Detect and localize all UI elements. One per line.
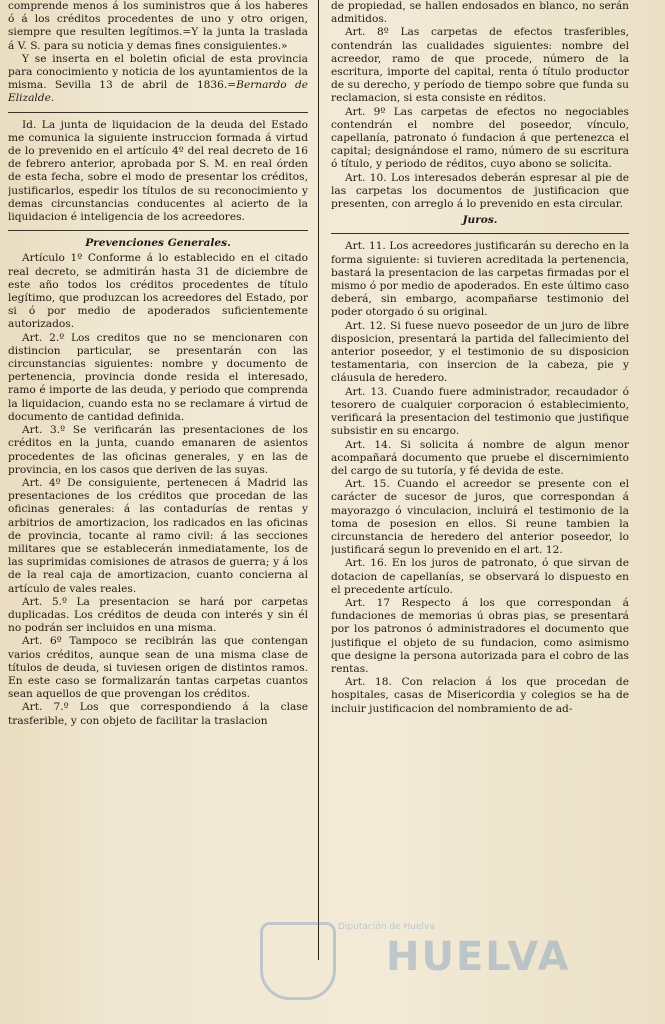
article-9: Art. 9º Las carpetas de efectos no negociables contendrán el nombre del poseedor, vínculo, capellanía, patronato ó fundacion á que pertenezca el capital; designándose el ramo, número de su escritura ó título, y periodo de réditos, cuyo abono se solicita. bbox=[331, 105, 629, 171]
article-6: Art. 6º Tampoco se recibirán las que contengan varios créditos, aunque sean de una misma clase de títulos de deuda, si tuviesen origen de distintos ramos. En este caso se formalizarán tantas carpetas cuantos sean aquellos de que provengan los créditos. bbox=[8, 635, 308, 701]
signature: Bernardo de Elizalde. bbox=[8, 79, 308, 105]
column-rule bbox=[318, 0, 319, 960]
right-column bbox=[331, 0, 629, 952]
article-17: Art. 17 Respecto á los que correspondan á fundaciones de memorias ú obras pias, se presentará por los patronos ó administradores el documento que justifique el objeto de su fundacion, como asimismo que designe la persona autorizada para el cobro de las rentas. bbox=[331, 596, 629, 675]
article-10: Art. 10. Los interesados deberán espresar al pie de las carpetas los documentos de justificacion que presenten, con arreglo á lo prevenido en esta circular. bbox=[331, 171, 629, 211]
section-heading-prevenciones: Prevenciones Generales. bbox=[85, 237, 231, 250]
article-11: Art. 11. Los acreedores justificarán su derecho en la forma siguiente: si tuvieren acreditada la pertenencia, bastará la presentacion de las carpetas firmadas por el mismo ó por medio de apoderados. En este último caso deberá, sin embargo, acompañarse testimonio del poder otorgado ó su original. bbox=[331, 240, 629, 319]
right-para-1: de propiedad, se hallen endosados en blanco, no serán admitidos. bbox=[331, 0, 629, 26]
article-12: Art. 12. Si fuese nuevo poseedor de un juro de libre disposicion, presentará la partida del fallecimiento del anterior poseedor, y el testimonio de su disposicion testamentaria, con insercion de la cabeza, pie y cláusula de heredero. bbox=[331, 319, 629, 385]
left-para-2-text: Y se inserta en el boletin oficial de esta provincia para conocimiento y noticia de los ayuntamientos de la misma. Sevilla 13 de abril de 1836.= bbox=[8, 52, 308, 92]
archive-watermark bbox=[260, 918, 620, 998]
article-13: Art. 13. Cuando fuere administrador, recaudador ó tesorero de cualquier corporacion ó establecimiento, verificará la presentacion del testimonio que justifique subsistir en su encargo. bbox=[331, 385, 629, 438]
left-para-1: comprende menos á los suministros que á los haberes ó á los créditos procedentes de uno y otro origen, siempre que resulten legítimos.=Y la junta la traslada á V. S. para su noticia y demas fines consiguientes.» bbox=[8, 0, 308, 52]
article-3: Art. 3.º Se verificarán las presentaciones de los créditos en la junta, cuando emanaren de asientos procedentes de las oficinas generales, y en las de provincia, en los casos que deriven de las suyas. bbox=[8, 424, 308, 476]
section-divider bbox=[8, 112, 308, 113]
watermark-sublabel: Diputación de Huelva bbox=[338, 922, 435, 932]
article-1: Artículo 1º Conforme á lo establecido en el citado real decreto, se admitirán hasta 31 de diciembre de este año todos los créditos procedentes de título legítimo, que produzcan los acreedores del Estado, por si ó por medio de apoderados suficientemente autorizados. bbox=[8, 252, 308, 331]
article-16: Art. 16. En los juros de patronato, ó que sirvan de dotacion de capellanías, se observará lo dispuesto en el precedente artículo. bbox=[331, 557, 629, 596]
article-15: Art. 15. Cuando el acreedor se presente con el carácter de sucesor de juros, que correspondan á mayorazgo ó vinculacion, incluirá el testimonio de la toma de posesion en ellos. Si reune tambien la circunstancia de heredero del anterior poseedor, lo justificará segun lo prevenido en el art. 12. bbox=[331, 478, 629, 557]
article-5: Art. 5.º La presentacion se hará por carpetas duplicadas. Los créditos de deuda con interés y sin él no podrán ser incluidos en una misma. bbox=[8, 595, 308, 635]
left-para-2 bbox=[8, 53, 308, 106]
left-para-3: Id. La junta de liquidacion de la deuda del Estado me comunica la siguiente instruccion formada á virtud de lo prevenido en el artículo 4º del real decreto de 16 de febrero anterior, aprobada por S. M. en real órden de esta fecha, sobre el modo de presentar los créditos, justificarlos, espedir los títulos de su reconocimiento y demas circunstancias conducentes al acierto de la liquidacion é inteligencia de los acreedores. bbox=[8, 118, 308, 224]
section-heading-juros: Juros. bbox=[462, 214, 498, 227]
section-divider bbox=[331, 233, 629, 234]
section-divider bbox=[8, 230, 308, 231]
shield-icon bbox=[260, 922, 336, 1000]
article-14: Art. 14. Si solicita á nombre de algun menor acompañará documento que pruebe el discernimiento del cargo de su tutoría, y fé devida de este. bbox=[331, 438, 629, 477]
article-2: Art. 2.º Los creditos que no se mencionaren con distincion particular, se presentarán con las circunstancias siguientes: nombre y documento de pertenencia, provincia donde resida el interesado, ramo é importe de las deuda, y periodo que comprenda la liquidacion, cuando esta no se reclamare á virtud de documento de cantidad definida. bbox=[8, 331, 308, 423]
article-18: Art. 18. Con relacion á los que procedan de hospitales, casas de Misericordia y colegios se ha de incluir justificacion del nombramiento de ad- bbox=[331, 676, 629, 715]
article-4: Art. 4º De consiguiente, pertenecen á Madrid las presentaciones de los créditos que procedan de las oficinas generales: á las contadurías de rentas y arbitrios de amortizacion, los radicados en las oficinas de provincia, tocante al ramo civil: á las secciones militares que se establecerán inmediatamente, los de las suprimidas comisiones de atrasos de guerra; y á los de la real caja de amortizacion, cuanto concierna al artículo de vales reales. bbox=[8, 476, 308, 595]
left-column bbox=[8, 0, 308, 952]
watermark-label: HUELVA bbox=[386, 934, 571, 980]
article-8: Art. 8º Las carpetas de efectos trasferibles, contendrán las cualidades siguientes: nombre del acreedor, ramo de que procede, número de la escritura, importe del capital, renta ó título productor de su derecho, y período de tiempo sobre que funda su reclamacion, si esta consiste en réditos. bbox=[331, 26, 629, 105]
article-7: Art. 7.º Los que correspondiendo á la clase trasferible, y con objeto de facilitar la traslacion bbox=[8, 701, 308, 727]
